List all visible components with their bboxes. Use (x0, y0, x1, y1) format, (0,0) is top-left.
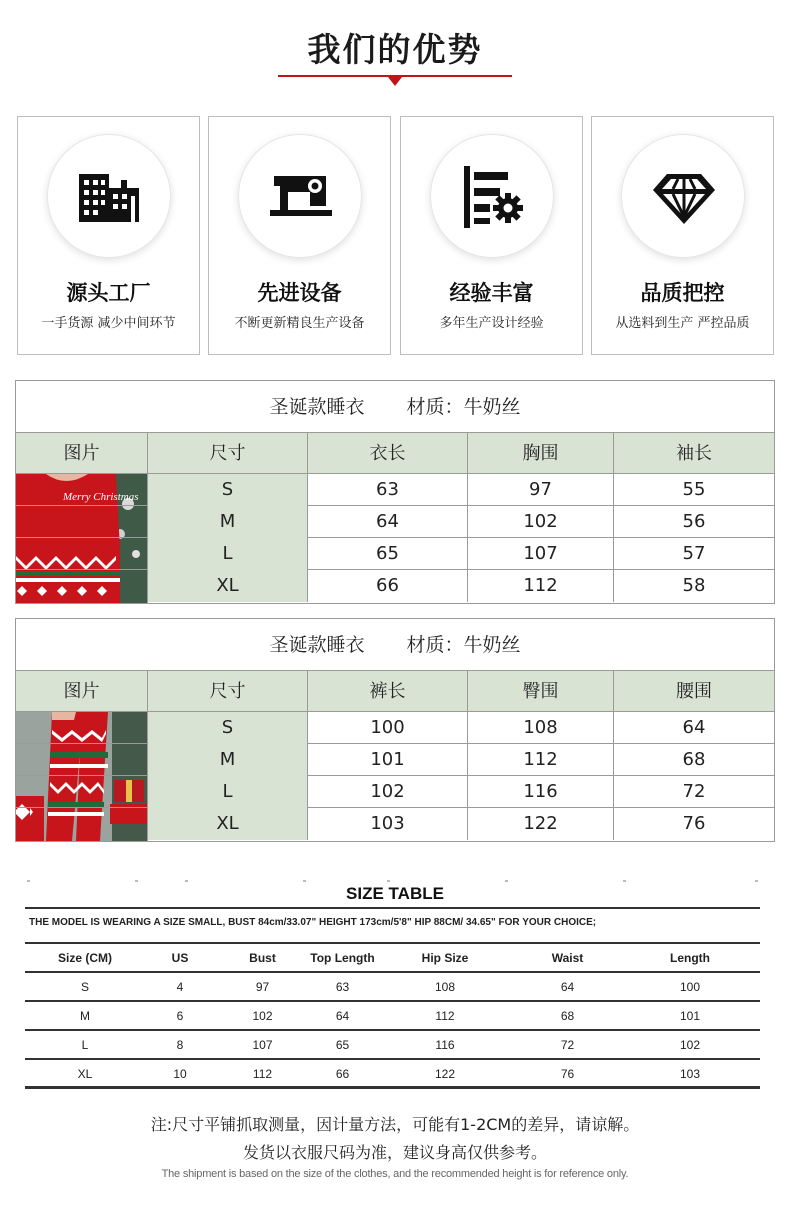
table-caption (16, 619, 774, 671)
header-cell: Size (CM) (58, 951, 112, 965)
value-cell: 112 (252, 1067, 273, 1081)
caption-material: 材质：牛奶丝 (406, 396, 521, 418)
caption-material: 材质：牛奶丝 (406, 634, 521, 656)
header-cell: 臀围 (468, 671, 614, 712)
header-cell: 图片 (16, 433, 148, 474)
header-cell: 尺寸 (148, 433, 308, 474)
table-header-row (16, 433, 774, 474)
value-cell: 65 (335, 1038, 350, 1052)
value-cell: 97 (468, 474, 614, 506)
shipping-note: 发货以衣服尺码为准，建议身高仅供参考。 (242, 1143, 547, 1162)
header-cell: Top Length (310, 951, 375, 965)
value-cell: 112 (435, 1009, 455, 1023)
table-grid (16, 433, 774, 603)
size-cell: L (148, 776, 308, 808)
feature-card-quality (591, 116, 774, 355)
feature-title: 经验丰富 (449, 281, 534, 305)
header-cell: 袖长 (676, 443, 712, 464)
value-cell: 116 (435, 1038, 455, 1052)
value-cell: 72 (682, 781, 706, 802)
header-cell: Hip Size (421, 951, 469, 965)
value-cell: 102 (679, 1038, 701, 1052)
header-cell: Bust (249, 951, 276, 965)
value-cell: 64 (335, 1009, 350, 1023)
model-note: THE MODEL IS WEARING A SIZE SMALL, BUST 84cm/33.07" HEIGHT 173cm/5'8" HIP 88CM/ 34.65" FOR YOUR CHOICE; (29, 917, 597, 928)
table-row (16, 712, 774, 744)
header-cell: Length (670, 951, 710, 965)
top-size-table (15, 380, 775, 604)
value-cell: 64 (560, 980, 575, 994)
feature-subtitle: 不断更新精良生产设备 (234, 316, 365, 331)
size-table-row (25, 973, 760, 1002)
value-cell: 63 (335, 980, 350, 994)
value-cell: 64 (308, 506, 468, 538)
feature-icon-circle (47, 134, 171, 258)
caption-product: 圣诞款睡衣 (269, 634, 365, 656)
feature-card-experience (400, 116, 583, 355)
bottom-size-table (15, 618, 775, 842)
feature-title: 品质把控 (640, 281, 725, 305)
value-cell: 100 (308, 712, 468, 744)
header-cell: 尺寸 (148, 671, 308, 712)
table-row (16, 506, 774, 538)
value-cell: 72 (560, 1038, 575, 1052)
table-row (16, 538, 774, 570)
english-size-table (25, 878, 765, 1093)
size-table-row (25, 1031, 760, 1060)
value-cell: 63 (308, 474, 468, 506)
size-cell: L (148, 538, 308, 570)
value-cell: 57 (682, 543, 706, 564)
sewing-machine-icon (266, 162, 336, 232)
feature-title: 源头工厂 (66, 281, 151, 305)
value-cell: 76 (560, 1067, 575, 1081)
header-cell: 图片 (16, 671, 148, 712)
shipping-note-english: The shipment is based on the size of the clothes, and the recommended height is for reference only. (161, 1168, 629, 1180)
photo-print-text: Merry Christmas (63, 491, 139, 503)
size-cell: M (148, 506, 308, 538)
size-cell: M (80, 1009, 90, 1023)
value-cell: 55 (682, 479, 706, 500)
size-cell: S (80, 980, 89, 994)
value-cell: 6 (176, 1009, 184, 1023)
table-row (16, 808, 774, 840)
size-cell: XL (148, 570, 308, 602)
size-cell: S (148, 474, 308, 506)
size-table-title: SIZE TABLE (346, 884, 444, 903)
table-row (16, 744, 774, 776)
value-cell: 4 (176, 980, 184, 994)
value-cell: 102 (468, 506, 614, 538)
table-row (16, 570, 774, 602)
value-cell: 108 (434, 980, 456, 994)
table-row (16, 474, 774, 506)
header-cell: 衣长 (308, 433, 468, 474)
value-cell: 101 (679, 1009, 701, 1023)
size-table-header-row (25, 944, 760, 973)
page-title: 我们的优势 (307, 30, 483, 69)
value-cell: 97 (255, 980, 270, 994)
value-cell: 122 (468, 808, 614, 840)
value-cell: 122 (434, 1067, 456, 1081)
value-cell: 64 (682, 717, 706, 738)
size-table-row (25, 1002, 760, 1031)
value-cell: 56 (682, 511, 706, 532)
feature-title: 先进设备 (257, 281, 342, 305)
value-cell: 58 (682, 575, 706, 596)
factory-icon (75, 162, 145, 232)
title-triangle-icon (388, 77, 402, 86)
value-cell: 65 (308, 538, 468, 570)
header-cell: 胸围 (468, 433, 614, 474)
table-header-row (16, 671, 774, 712)
value-cell: 107 (468, 538, 614, 570)
value-cell: 116 (468, 776, 614, 808)
value-cell: 8 (176, 1038, 184, 1052)
diamond-icon (649, 162, 719, 232)
caption-product: 圣诞款睡衣 (269, 396, 365, 418)
value-cell: 68 (682, 749, 706, 770)
header-cell: Waist (551, 951, 584, 965)
value-cell: 66 (335, 1067, 350, 1081)
value-cell: 103 (308, 808, 468, 840)
size-cell: M (148, 744, 308, 776)
table-row (16, 776, 774, 808)
feature-icon-circle (621, 134, 745, 258)
size-table-row (25, 1060, 760, 1089)
features-row (17, 116, 774, 355)
value-cell: 102 (252, 1009, 273, 1023)
size-cell: L (81, 1038, 89, 1052)
feature-subtitle: 一手货源 减少中间环节 (41, 316, 176, 331)
value-cell: 66 (308, 570, 468, 602)
size-cell: S (148, 712, 308, 744)
value-cell: 100 (679, 980, 701, 994)
feature-icon-circle (238, 134, 362, 258)
feature-card-equipment (208, 116, 391, 355)
feature-icon-circle (430, 134, 554, 258)
table-caption (16, 381, 774, 433)
value-cell: 68 (560, 1009, 575, 1023)
measurement-note: 注:尺寸平铺抓取测量，因计量方法，可能有1-2CM的差异，请谅解。 (150, 1115, 640, 1134)
header-cell: 裤长 (308, 671, 468, 712)
value-cell: 112 (468, 570, 614, 602)
feature-subtitle: 多年生产设计经验 (439, 316, 544, 331)
section-header (0, 0, 790, 95)
value-cell: 102 (308, 776, 468, 808)
feature-card-factory (17, 116, 200, 355)
value-cell: 101 (308, 744, 468, 776)
size-cell: XL (148, 808, 308, 840)
feature-subtitle: 从选料到生产 严控品质 (615, 316, 750, 331)
table-grid (16, 671, 774, 841)
design-gear-icon (458, 162, 528, 232)
value-cell: 108 (468, 712, 614, 744)
table-rule (25, 907, 760, 909)
value-cell: 107 (252, 1038, 273, 1052)
value-cell: 103 (679, 1067, 701, 1081)
value-cell: 10 (173, 1067, 187, 1081)
value-cell: 112 (468, 744, 614, 776)
size-cell: XL (77, 1067, 93, 1081)
value-cell: 76 (682, 813, 706, 834)
header-cell: 腰围 (676, 681, 712, 702)
header-cell: US (171, 951, 189, 965)
